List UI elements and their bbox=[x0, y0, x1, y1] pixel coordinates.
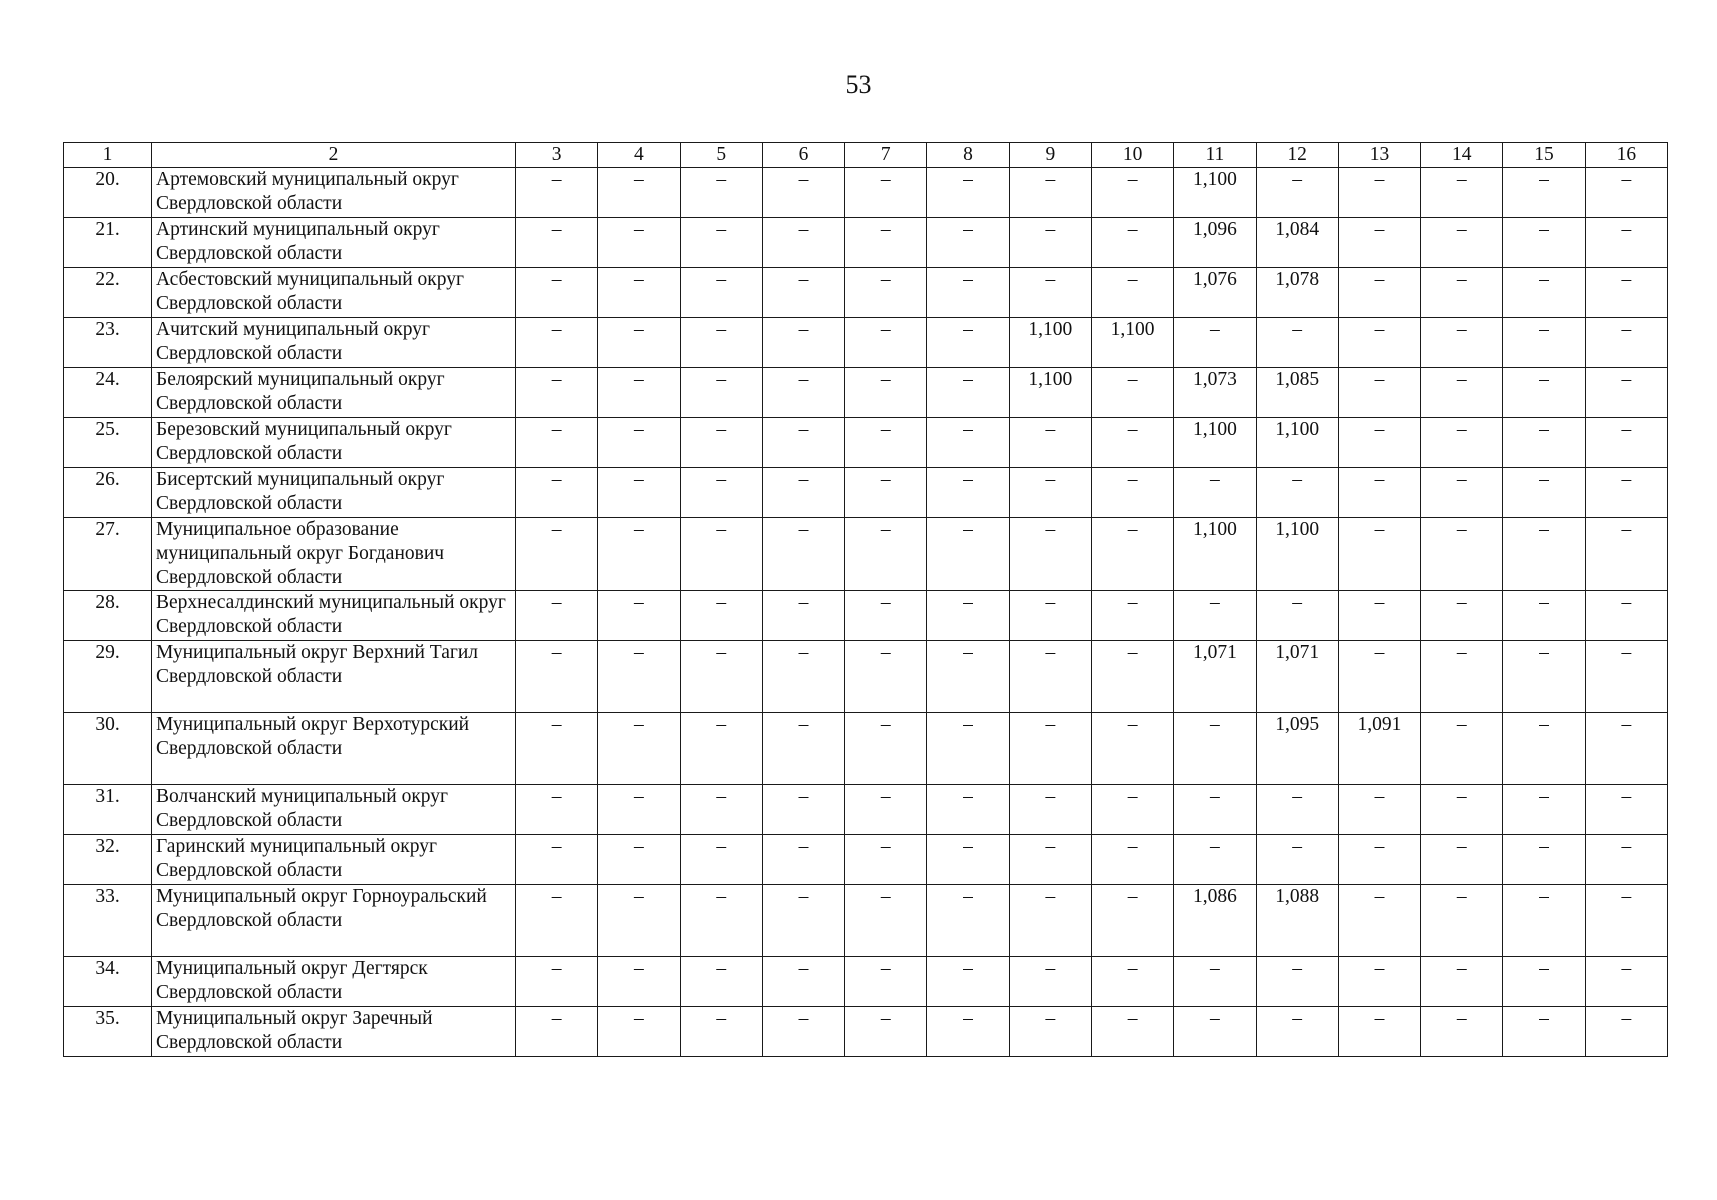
page-number: 53 bbox=[845, 70, 872, 99]
value-cell: – bbox=[1503, 957, 1585, 1007]
value-cell: – bbox=[1091, 468, 1173, 518]
value-cell: – bbox=[680, 1007, 762, 1057]
value-cell: – bbox=[1009, 168, 1091, 218]
municipality-name: Муниципальный округ Верхний Тагил Свердловской области bbox=[152, 641, 516, 713]
value-cell: – bbox=[1503, 468, 1585, 518]
value-cell: – bbox=[845, 957, 927, 1007]
value-cell: – bbox=[762, 1007, 844, 1057]
value-cell: – bbox=[1338, 885, 1420, 957]
value-cell: – bbox=[845, 885, 927, 957]
value-cell: – bbox=[927, 957, 1009, 1007]
value-cell: – bbox=[680, 518, 762, 591]
value-cell: – bbox=[1503, 785, 1585, 835]
value-cell: – bbox=[762, 218, 844, 268]
value-cell: – bbox=[1503, 885, 1585, 957]
column-header: 9 bbox=[1009, 143, 1091, 168]
column-header: 4 bbox=[598, 143, 680, 168]
value-cell: – bbox=[680, 591, 762, 641]
value-cell: – bbox=[1421, 218, 1503, 268]
value-cell: – bbox=[845, 713, 927, 785]
value-cell: – bbox=[1009, 518, 1091, 591]
value-cell: – bbox=[1009, 468, 1091, 518]
value-cell: – bbox=[762, 468, 844, 518]
table-row bbox=[64, 168, 1668, 218]
value-cell: – bbox=[845, 318, 927, 368]
table-row bbox=[64, 468, 1668, 518]
table-row bbox=[64, 785, 1668, 835]
value-cell: – bbox=[1009, 835, 1091, 885]
value-cell: – bbox=[1091, 885, 1173, 957]
value-cell: 1,086 bbox=[1174, 885, 1256, 957]
value-cell: – bbox=[516, 641, 598, 713]
value-cell: – bbox=[1091, 641, 1173, 713]
value-cell: – bbox=[680, 268, 762, 318]
value-cell: – bbox=[927, 641, 1009, 713]
value-cell: 1,085 bbox=[1256, 368, 1338, 418]
value-cell: – bbox=[1503, 1007, 1585, 1057]
value-cell: – bbox=[1338, 641, 1420, 713]
column-header: 12 bbox=[1256, 143, 1338, 168]
value-cell: – bbox=[927, 318, 1009, 368]
value-cell: – bbox=[1585, 641, 1667, 713]
row-number: 35. bbox=[64, 1007, 152, 1057]
table-row bbox=[64, 835, 1668, 885]
row-number: 34. bbox=[64, 957, 152, 1007]
value-cell: – bbox=[598, 641, 680, 713]
value-cell: – bbox=[1256, 318, 1338, 368]
column-header: 2 bbox=[152, 143, 516, 168]
value-cell: – bbox=[516, 368, 598, 418]
value-cell: – bbox=[1256, 468, 1338, 518]
value-cell: – bbox=[845, 418, 927, 468]
value-cell: – bbox=[1091, 713, 1173, 785]
municipality-name: Бисертский муниципальный округ Свердловской области bbox=[152, 468, 516, 518]
value-cell: 1,095 bbox=[1256, 713, 1338, 785]
value-cell: – bbox=[927, 713, 1009, 785]
value-cell: – bbox=[1421, 641, 1503, 713]
row-number: 23. bbox=[64, 318, 152, 368]
table-row bbox=[64, 268, 1668, 318]
value-cell: – bbox=[1338, 835, 1420, 885]
value-cell: 1,073 bbox=[1174, 368, 1256, 418]
value-cell: – bbox=[927, 1007, 1009, 1057]
value-cell: – bbox=[1174, 468, 1256, 518]
value-cell: – bbox=[762, 318, 844, 368]
value-cell: – bbox=[516, 218, 598, 268]
value-cell: – bbox=[762, 591, 844, 641]
value-cell: – bbox=[1585, 835, 1667, 885]
value-cell: – bbox=[516, 957, 598, 1007]
value-cell: – bbox=[598, 268, 680, 318]
value-cell: – bbox=[598, 957, 680, 1007]
municipality-name: Муниципальный округ Заречный Свердловской области bbox=[152, 1007, 516, 1057]
value-cell: – bbox=[1091, 268, 1173, 318]
value-cell: – bbox=[516, 1007, 598, 1057]
value-cell: 1,088 bbox=[1256, 885, 1338, 957]
value-cell: 1,078 bbox=[1256, 268, 1338, 318]
value-cell: – bbox=[680, 957, 762, 1007]
value-cell: – bbox=[1421, 168, 1503, 218]
value-cell: – bbox=[845, 641, 927, 713]
value-cell: – bbox=[762, 713, 844, 785]
value-cell: – bbox=[1585, 591, 1667, 641]
value-cell: – bbox=[1338, 218, 1420, 268]
value-cell: – bbox=[1585, 168, 1667, 218]
value-cell: 1,100 bbox=[1174, 418, 1256, 468]
value-cell: – bbox=[1421, 1007, 1503, 1057]
value-cell: – bbox=[1009, 418, 1091, 468]
value-cell: – bbox=[927, 591, 1009, 641]
value-cell: – bbox=[1585, 885, 1667, 957]
value-cell: – bbox=[1585, 318, 1667, 368]
value-cell: – bbox=[516, 268, 598, 318]
value-cell: – bbox=[516, 318, 598, 368]
value-cell: – bbox=[680, 641, 762, 713]
value-cell: – bbox=[598, 168, 680, 218]
value-cell: – bbox=[516, 885, 598, 957]
value-cell: 1,084 bbox=[1256, 218, 1338, 268]
value-cell: – bbox=[1091, 418, 1173, 468]
value-cell: – bbox=[516, 591, 598, 641]
value-cell: – bbox=[845, 168, 927, 218]
row-number: 21. bbox=[64, 218, 152, 268]
column-header: 7 bbox=[845, 143, 927, 168]
value-cell: – bbox=[516, 518, 598, 591]
value-cell: – bbox=[1174, 591, 1256, 641]
value-cell: – bbox=[680, 418, 762, 468]
value-cell: 1,071 bbox=[1256, 641, 1338, 713]
value-cell: – bbox=[680, 835, 762, 885]
value-cell: – bbox=[1338, 468, 1420, 518]
value-cell: – bbox=[1421, 268, 1503, 318]
value-cell: – bbox=[680, 468, 762, 518]
value-cell: – bbox=[680, 713, 762, 785]
value-cell: 1,091 bbox=[1338, 713, 1420, 785]
value-cell: – bbox=[1503, 368, 1585, 418]
value-cell: – bbox=[516, 468, 598, 518]
value-cell: – bbox=[1256, 1007, 1338, 1057]
value-cell: 1,100 bbox=[1256, 518, 1338, 591]
value-cell: – bbox=[1174, 835, 1256, 885]
value-cell: – bbox=[927, 885, 1009, 957]
value-cell: – bbox=[516, 785, 598, 835]
value-cell: – bbox=[1421, 835, 1503, 885]
value-cell: – bbox=[762, 268, 844, 318]
value-cell: – bbox=[845, 785, 927, 835]
value-cell: – bbox=[1585, 785, 1667, 835]
value-cell: – bbox=[1256, 957, 1338, 1007]
value-cell: – bbox=[1421, 885, 1503, 957]
value-cell: – bbox=[1338, 518, 1420, 591]
table-row bbox=[64, 1007, 1668, 1057]
column-header: 6 bbox=[762, 143, 844, 168]
value-cell: – bbox=[1338, 785, 1420, 835]
value-cell: – bbox=[516, 168, 598, 218]
row-number: 32. bbox=[64, 835, 152, 885]
value-cell: – bbox=[1421, 418, 1503, 468]
value-cell: 1,096 bbox=[1174, 218, 1256, 268]
value-cell: 1,071 bbox=[1174, 641, 1256, 713]
table-row bbox=[64, 418, 1668, 468]
value-cell: – bbox=[1256, 591, 1338, 641]
value-cell: – bbox=[762, 885, 844, 957]
municipality-name: Муниципальный округ Верхотурский Свердловской области bbox=[152, 713, 516, 785]
value-cell: – bbox=[516, 835, 598, 885]
table-row bbox=[64, 713, 1668, 785]
municipality-name: Ачитский муниципальный округ Свердловской области bbox=[152, 318, 516, 368]
value-cell: – bbox=[1503, 713, 1585, 785]
column-header: 1 bbox=[64, 143, 152, 168]
value-cell: – bbox=[1503, 268, 1585, 318]
column-header: 15 bbox=[1503, 143, 1585, 168]
value-cell: – bbox=[1091, 785, 1173, 835]
value-cell: – bbox=[845, 468, 927, 518]
value-cell: – bbox=[1256, 835, 1338, 885]
value-cell: – bbox=[927, 468, 1009, 518]
value-cell: – bbox=[1338, 168, 1420, 218]
value-cell: – bbox=[1421, 368, 1503, 418]
value-cell: – bbox=[1421, 785, 1503, 835]
value-cell: – bbox=[762, 957, 844, 1007]
value-cell: – bbox=[927, 368, 1009, 418]
value-cell: – bbox=[1009, 268, 1091, 318]
municipality-name: Березовский муниципальный округ Свердловской области bbox=[152, 418, 516, 468]
value-cell: – bbox=[1091, 168, 1173, 218]
value-cell: – bbox=[598, 835, 680, 885]
value-cell: – bbox=[1338, 1007, 1420, 1057]
value-cell: – bbox=[1585, 957, 1667, 1007]
municipality-name: Белоярский муниципальный округ Свердловской области bbox=[152, 368, 516, 418]
value-cell: – bbox=[680, 218, 762, 268]
value-cell: – bbox=[1338, 591, 1420, 641]
value-cell: – bbox=[927, 218, 1009, 268]
table-row bbox=[64, 957, 1668, 1007]
value-cell: – bbox=[598, 591, 680, 641]
data-table bbox=[63, 142, 1668, 1057]
value-cell: – bbox=[1091, 368, 1173, 418]
value-cell: 1,100 bbox=[1174, 168, 1256, 218]
value-cell: – bbox=[1174, 785, 1256, 835]
row-number: 20. bbox=[64, 168, 152, 218]
table-row bbox=[64, 518, 1668, 591]
value-cell: – bbox=[1503, 318, 1585, 368]
value-cell: – bbox=[762, 835, 844, 885]
value-cell: – bbox=[680, 785, 762, 835]
column-header: 3 bbox=[516, 143, 598, 168]
value-cell: – bbox=[1585, 368, 1667, 418]
municipality-name: Муниципальный округ Горноуральский Свердловской области bbox=[152, 885, 516, 957]
row-number: 31. bbox=[64, 785, 152, 835]
value-cell: – bbox=[927, 168, 1009, 218]
table-row bbox=[64, 218, 1668, 268]
value-cell: – bbox=[1503, 218, 1585, 268]
value-cell: – bbox=[1009, 1007, 1091, 1057]
value-cell: – bbox=[1091, 1007, 1173, 1057]
value-cell: – bbox=[762, 518, 844, 591]
table-row bbox=[64, 318, 1668, 368]
value-cell: – bbox=[762, 785, 844, 835]
value-cell: – bbox=[1421, 318, 1503, 368]
column-header: 8 bbox=[927, 143, 1009, 168]
row-number: 29. bbox=[64, 641, 152, 713]
municipality-name: Верхнесалдинский муниципальный округ Свердловской области bbox=[152, 591, 516, 641]
municipality-name: Артемовский муниципальный округ Свердловской области bbox=[152, 168, 516, 218]
value-cell: 1,076 bbox=[1174, 268, 1256, 318]
value-cell: – bbox=[1091, 518, 1173, 591]
municipality-name: Артинский муниципальный округ Свердловской области bbox=[152, 218, 516, 268]
value-cell: – bbox=[598, 713, 680, 785]
value-cell: – bbox=[1585, 1007, 1667, 1057]
row-number: 33. bbox=[64, 885, 152, 957]
row-number: 22. bbox=[64, 268, 152, 318]
value-cell: – bbox=[1174, 713, 1256, 785]
value-cell: – bbox=[598, 1007, 680, 1057]
column-header: 16 bbox=[1585, 143, 1667, 168]
value-cell: – bbox=[927, 835, 1009, 885]
value-cell: – bbox=[845, 368, 927, 418]
value-cell: – bbox=[598, 368, 680, 418]
row-number: 25. bbox=[64, 418, 152, 468]
value-cell: – bbox=[598, 885, 680, 957]
value-cell: – bbox=[598, 518, 680, 591]
value-cell: – bbox=[1256, 785, 1338, 835]
value-cell: – bbox=[1338, 268, 1420, 318]
value-cell: – bbox=[762, 641, 844, 713]
value-cell: – bbox=[1421, 518, 1503, 591]
value-cell: – bbox=[1421, 591, 1503, 641]
value-cell: – bbox=[1091, 835, 1173, 885]
value-cell: – bbox=[680, 368, 762, 418]
value-cell: – bbox=[1174, 318, 1256, 368]
value-cell: – bbox=[680, 885, 762, 957]
value-cell: – bbox=[680, 318, 762, 368]
value-cell: – bbox=[1503, 835, 1585, 885]
value-cell: – bbox=[1009, 218, 1091, 268]
value-cell: – bbox=[1503, 591, 1585, 641]
value-cell: – bbox=[1091, 591, 1173, 641]
column-header: 5 bbox=[680, 143, 762, 168]
header-row bbox=[64, 143, 1668, 168]
value-cell: – bbox=[1421, 468, 1503, 518]
value-cell: – bbox=[1503, 418, 1585, 468]
value-cell: – bbox=[1091, 957, 1173, 1007]
value-cell: – bbox=[1585, 418, 1667, 468]
column-header: 14 bbox=[1421, 143, 1503, 168]
row-number: 24. bbox=[64, 368, 152, 418]
municipality-name: Муниципальный округ Дегтярск Свердловской области bbox=[152, 957, 516, 1007]
table-body bbox=[64, 168, 1668, 1057]
value-cell: – bbox=[845, 268, 927, 318]
value-cell: – bbox=[762, 168, 844, 218]
value-cell: – bbox=[598, 218, 680, 268]
value-cell: – bbox=[845, 835, 927, 885]
value-cell: 1,100 bbox=[1009, 318, 1091, 368]
value-cell: – bbox=[1009, 885, 1091, 957]
value-cell: – bbox=[1009, 957, 1091, 1007]
value-cell: – bbox=[1503, 168, 1585, 218]
column-header: 13 bbox=[1338, 143, 1420, 168]
value-cell: – bbox=[1503, 641, 1585, 713]
value-cell: – bbox=[762, 368, 844, 418]
value-cell: – bbox=[598, 785, 680, 835]
value-cell: – bbox=[1338, 318, 1420, 368]
value-cell: – bbox=[1585, 268, 1667, 318]
value-cell: – bbox=[1503, 518, 1585, 591]
value-cell: 1,100 bbox=[1174, 518, 1256, 591]
table-row bbox=[64, 885, 1668, 957]
value-cell: – bbox=[845, 1007, 927, 1057]
value-cell: – bbox=[1338, 368, 1420, 418]
value-cell: – bbox=[1585, 713, 1667, 785]
value-cell: – bbox=[1009, 591, 1091, 641]
value-cell: – bbox=[927, 418, 1009, 468]
value-cell: – bbox=[845, 218, 927, 268]
value-cell: – bbox=[927, 518, 1009, 591]
value-cell: – bbox=[927, 268, 1009, 318]
value-cell: – bbox=[516, 713, 598, 785]
value-cell: – bbox=[845, 591, 927, 641]
value-cell: – bbox=[1174, 1007, 1256, 1057]
value-cell: – bbox=[1009, 641, 1091, 713]
table-row bbox=[64, 641, 1668, 713]
value-cell: – bbox=[1009, 713, 1091, 785]
value-cell: – bbox=[1338, 418, 1420, 468]
value-cell: – bbox=[1585, 518, 1667, 591]
row-number: 27. bbox=[64, 518, 152, 591]
column-header: 10 bbox=[1091, 143, 1173, 168]
value-cell: – bbox=[1009, 785, 1091, 835]
row-number: 30. bbox=[64, 713, 152, 785]
value-cell: – bbox=[762, 418, 844, 468]
municipality-name: Волчанский муниципальный округ Свердловской области bbox=[152, 785, 516, 835]
value-cell: 1,100 bbox=[1256, 418, 1338, 468]
value-cell: – bbox=[680, 168, 762, 218]
value-cell: – bbox=[1174, 957, 1256, 1007]
value-cell: – bbox=[1421, 957, 1503, 1007]
value-cell: – bbox=[598, 318, 680, 368]
value-cell: – bbox=[927, 785, 1009, 835]
value-cell: – bbox=[1338, 957, 1420, 1007]
value-cell: – bbox=[516, 418, 598, 468]
municipality-name: Муниципальное образование муниципальный округ Богданович Свердловской области bbox=[152, 518, 516, 591]
value-cell: – bbox=[1091, 218, 1173, 268]
value-cell: – bbox=[598, 418, 680, 468]
value-cell: – bbox=[1585, 218, 1667, 268]
column-header: 11 bbox=[1174, 143, 1256, 168]
row-number: 26. bbox=[64, 468, 152, 518]
table-row bbox=[64, 591, 1668, 641]
value-cell: – bbox=[845, 518, 927, 591]
row-number: 28. bbox=[64, 591, 152, 641]
value-cell: 1,100 bbox=[1009, 368, 1091, 418]
municipality-name: Гаринский муниципальный округ Свердловской области bbox=[152, 835, 516, 885]
value-cell: – bbox=[1421, 713, 1503, 785]
table-row bbox=[64, 368, 1668, 418]
municipality-name: Асбестовский муниципальный округ Свердловской области bbox=[152, 268, 516, 318]
value-cell: – bbox=[1256, 168, 1338, 218]
value-cell: – bbox=[598, 468, 680, 518]
value-cell: – bbox=[1585, 468, 1667, 518]
value-cell: 1,100 bbox=[1091, 318, 1173, 368]
